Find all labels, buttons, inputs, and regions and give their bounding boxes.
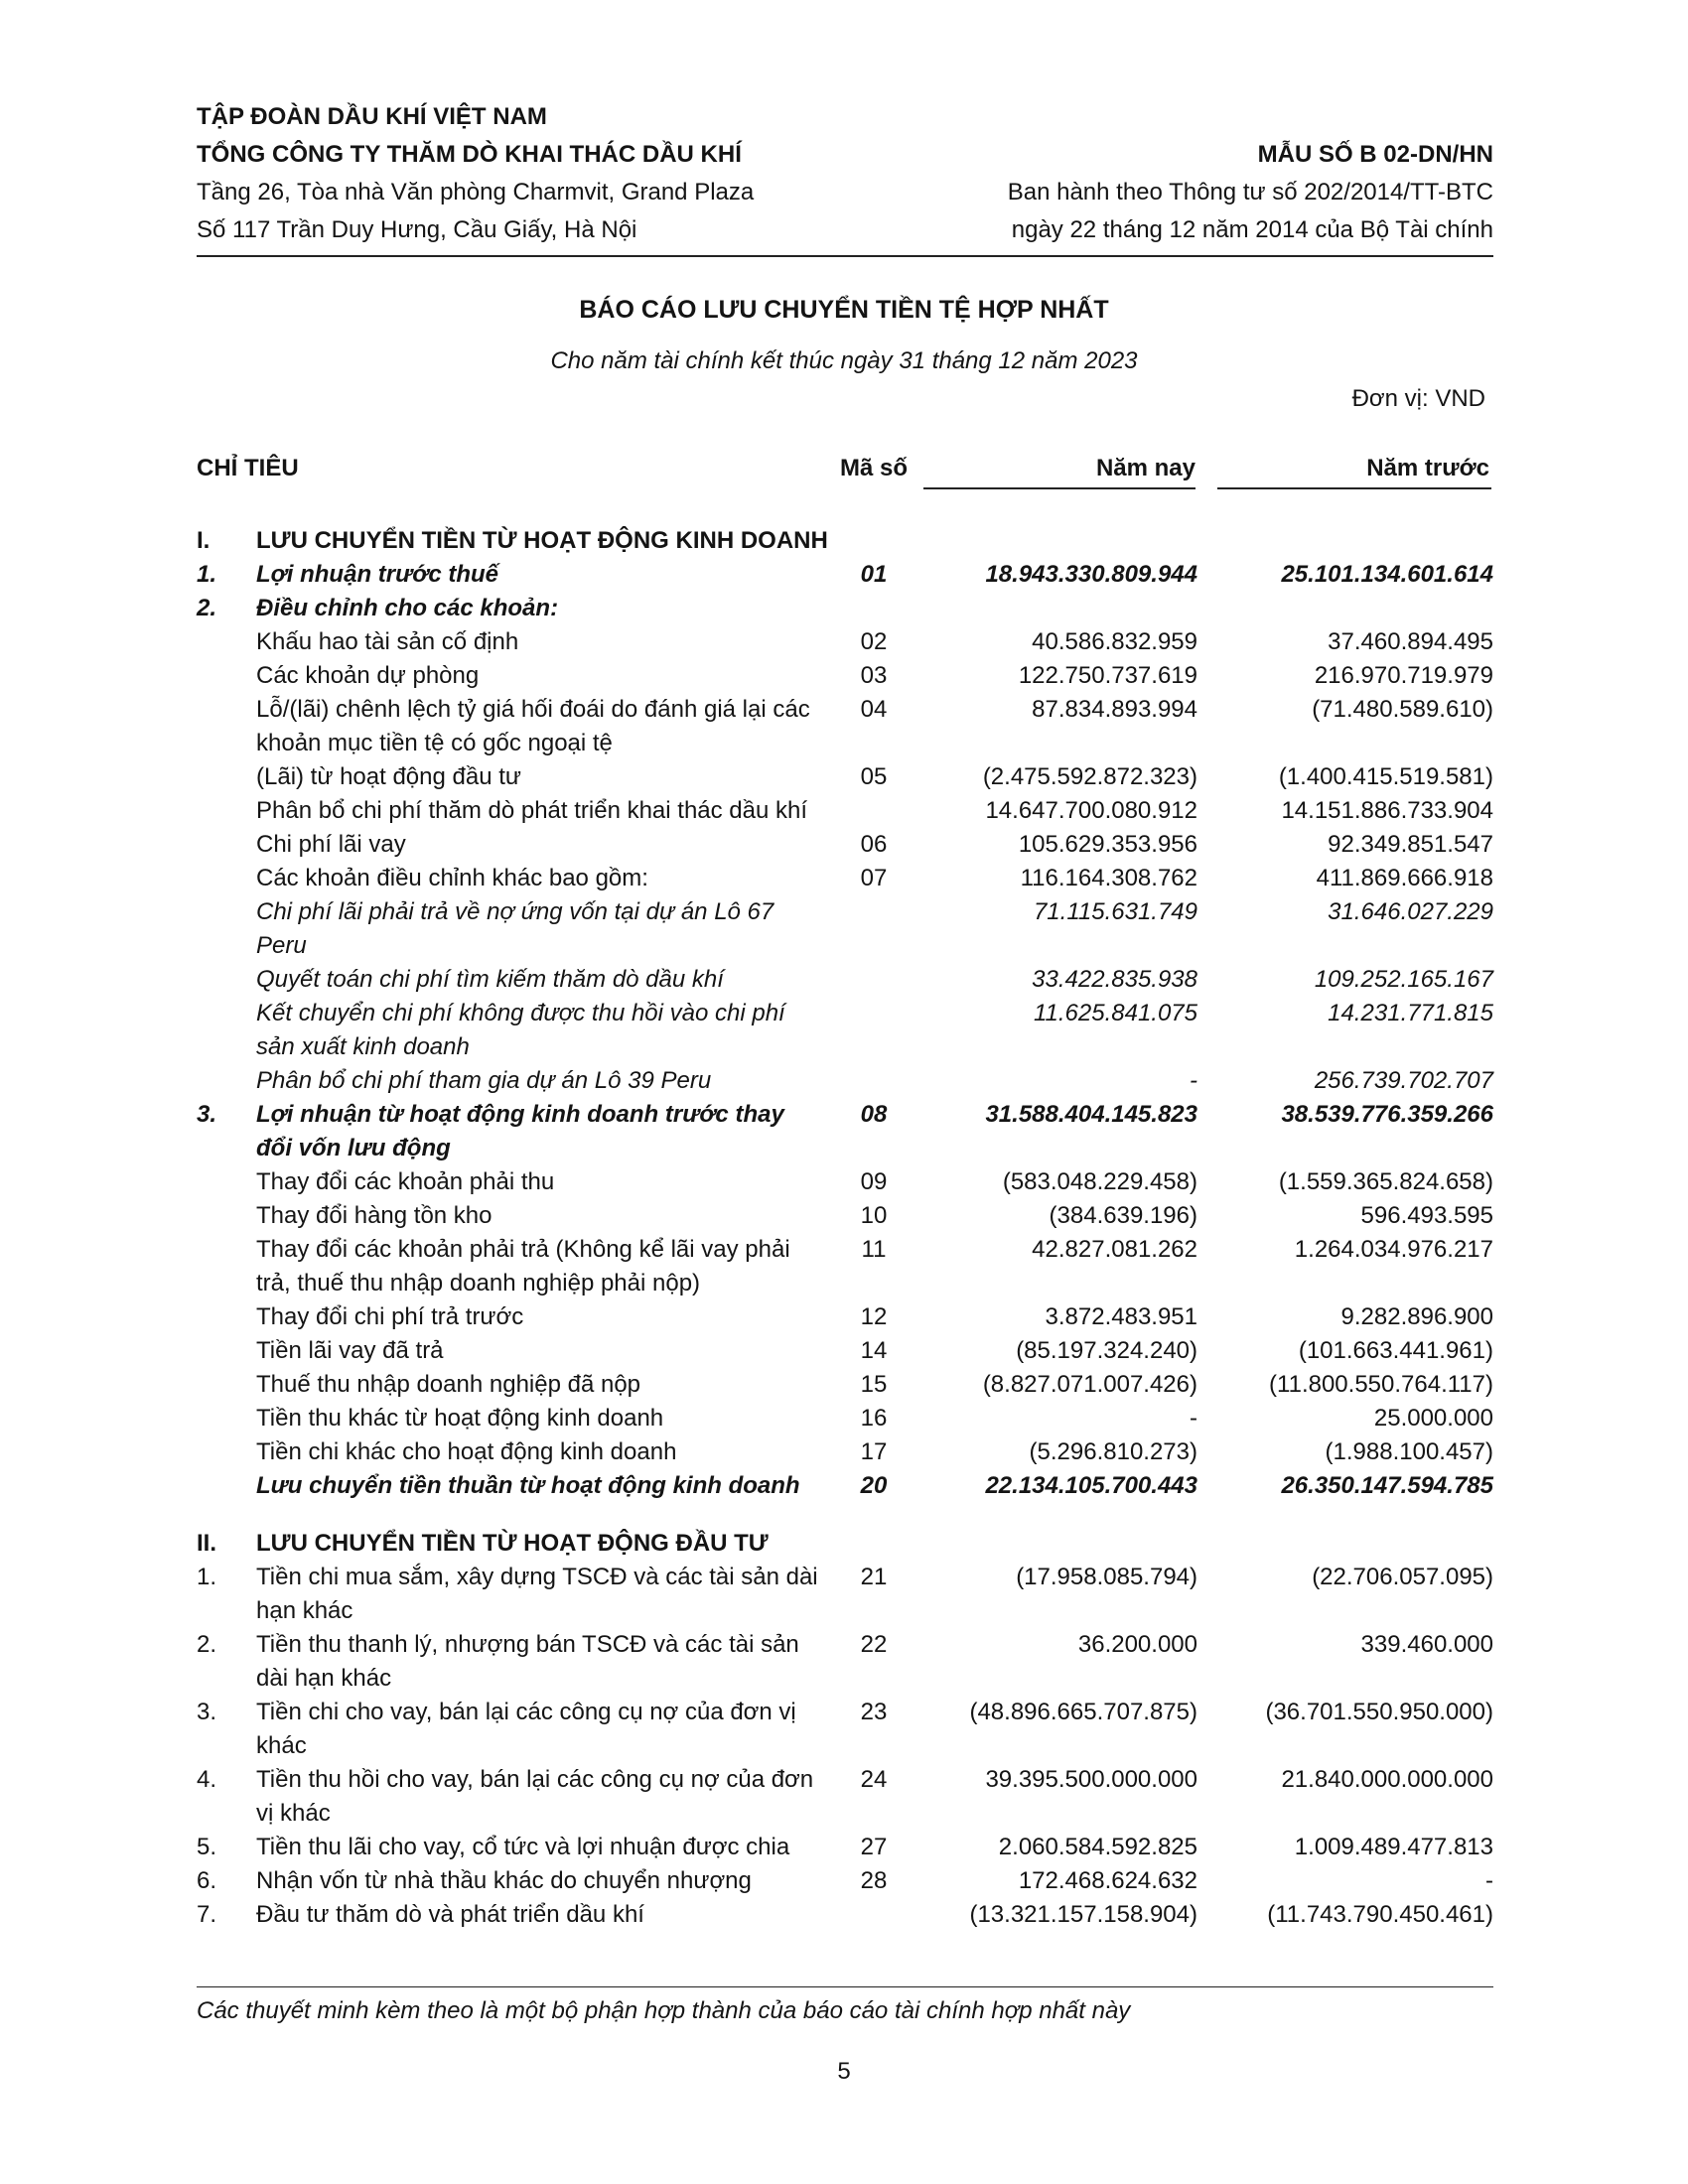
prior-year-value: 256.739.702.707 <box>1314 1067 1493 1094</box>
row-label: Tiền chi cho vay, bán lại các công cụ nợ của đơn vị khác <box>256 1699 796 1759</box>
row-label: Thuế thu nhập doanh nghiệp đã nộp <box>256 1371 641 1398</box>
row-code: 07 <box>860 865 888 891</box>
cash-flow-table <box>197 524 1493 1932</box>
table-row <box>197 659 1493 693</box>
row-code: 01 <box>860 561 888 588</box>
row-label: Lợi nhuận từ hoạt động kinh doanh trước thay đổi vốn lưu động <box>256 1101 784 1161</box>
prior-year-value <box>1197 1503 1493 1527</box>
current-year-value: 31.588.404.145.823 <box>985 1101 1197 1128</box>
row-number: II. <box>197 1530 217 1557</box>
table-row <box>197 1898 1493 1932</box>
spacer-row <box>197 1503 1493 1527</box>
row-number: 3. <box>197 1101 217 1128</box>
current-year-value: (13.321.157.158.904) <box>969 1901 1197 1928</box>
row-code: 20 <box>860 1472 888 1499</box>
prior-year-value: 14.231.771.815 <box>1328 1000 1493 1026</box>
row-number <box>197 794 256 828</box>
row-label: Thay đổi chi phí trả trước <box>256 1303 524 1330</box>
current-year-value: (583.048.229.458) <box>1002 1168 1197 1195</box>
row-number: 1. <box>197 1564 217 1590</box>
current-year-value: (2.475.592.872.323) <box>982 763 1197 790</box>
row-label: Các khoản điều chỉnh khác bao gồm: <box>256 865 648 891</box>
prior-year-value: 37.460.894.495 <box>1328 628 1493 655</box>
row-label: Chi phí lãi phải trả về nợ ứng vốn tại dự án Lô 67 Peru <box>256 898 774 959</box>
group-name: TẬP ĐOÀN DẦU KHÍ VIỆT NAM <box>197 103 547 130</box>
current-year-underline <box>923 487 1196 489</box>
footer-divider <box>197 1986 1493 1987</box>
current-year-value: 3.872.483.951 <box>1045 1303 1197 1330</box>
row-code <box>824 895 923 963</box>
table-row <box>197 828 1493 862</box>
table-row <box>197 1864 1493 1898</box>
current-year-value: 40.586.832.959 <box>1032 628 1197 655</box>
row-label: Tiền chi mua sắm, xây dựng TSCĐ và các tài sản dài hạn khác <box>256 1564 818 1624</box>
prior-year-value: 25.101.134.601.614 <box>1281 561 1493 588</box>
row-number <box>197 828 256 862</box>
row-code: 05 <box>860 763 888 790</box>
prior-year-value: (1.988.100.457) <box>1325 1438 1493 1465</box>
table-row <box>197 558 1493 592</box>
row-number <box>197 1435 256 1469</box>
row-label: Các khoản dự phòng <box>256 662 480 689</box>
prior-year-value: (11.743.790.450.461) <box>1267 1901 1493 1928</box>
report-title: BÁO CÁO LƯU CHUYỂN TIỀN TỆ HỢP NHẤT <box>579 296 1109 324</box>
table-row <box>197 1831 1493 1864</box>
prior-year-value <box>1197 524 1493 558</box>
row-code <box>824 997 923 1064</box>
current-year-value: 11.625.841.075 <box>1033 1000 1197 1026</box>
row-label: Thay đổi các khoản phải thu <box>256 1168 555 1195</box>
table-row <box>197 1098 1493 1165</box>
prior-year-value: 25.000.000 <box>1373 1405 1493 1432</box>
prior-year-value: - <box>1485 1867 1493 1894</box>
row-label: Khấu hao tài sản cố định <box>256 628 519 655</box>
row-label: Tiền thu hồi cho vay, bán lại các công cụ nợ của đơn vị khác <box>256 1766 814 1827</box>
row-code <box>824 963 923 997</box>
prior-year-value: 411.869.666.918 <box>1316 865 1493 891</box>
prior-year-value: (101.663.441.961) <box>1298 1337 1493 1364</box>
row-number <box>197 659 256 693</box>
table-row <box>197 1064 1493 1098</box>
row-code: 24 <box>860 1766 888 1793</box>
table-row <box>197 1199 1493 1233</box>
table-row <box>197 862 1493 895</box>
prior-year-value: 21.840.000.000.000 <box>1281 1766 1493 1793</box>
form-number: MẪU SỐ B 02-DN/HN <box>1257 141 1493 168</box>
prior-year-value: 38.539.776.359.266 <box>1281 1101 1493 1128</box>
table-row <box>197 1368 1493 1402</box>
row-number <box>197 1368 256 1402</box>
row-code: 06 <box>860 831 888 858</box>
row-label: Điều chỉnh cho các khoản: <box>256 595 559 621</box>
row-code: 09 <box>860 1168 888 1195</box>
row-label: Lỗ/(lãi) chênh lệch tỷ giá hối đoái do đánh giá lại các khoản mục tiền tệ có gốc ngoại tệ <box>256 696 810 756</box>
table-row <box>197 963 1493 997</box>
row-number <box>197 895 256 963</box>
row-label: Lưu chuyển tiền thuần từ hoạt động kinh doanh <box>256 1472 800 1499</box>
row-code: 15 <box>860 1371 888 1398</box>
row-label: Kết chuyển chi phí không được thu hồi vào chi phí sản xuất kinh doanh <box>256 1000 785 1060</box>
current-year-value: 42.827.081.262 <box>1032 1236 1197 1263</box>
row-code: 02 <box>860 628 888 655</box>
row-number: 2. <box>197 595 217 621</box>
row-number <box>197 963 256 997</box>
table-row <box>197 1435 1493 1469</box>
row-label <box>256 1503 824 1527</box>
prior-year-value: 339.460.000 <box>1360 1631 1493 1658</box>
prior-year-value: 92.349.851.547 <box>1328 831 1493 858</box>
prior-year-value: (1.400.415.519.581) <box>1278 763 1493 790</box>
row-code: 14 <box>860 1337 888 1364</box>
row-code: 10 <box>860 1202 888 1229</box>
prior-year-underline <box>1217 487 1491 489</box>
table-row <box>197 1334 1493 1368</box>
section-header-row <box>197 524 1493 558</box>
column-header-code: Mã số <box>839 455 908 481</box>
current-year-value: 2.060.584.592.825 <box>998 1834 1197 1860</box>
row-code: 03 <box>860 662 888 689</box>
row-number: 7. <box>197 1901 217 1928</box>
row-label: Thay đổi các khoản phải trả (Không kể lãi vay phải trả, thuế thu nhập doanh nghiệp phải nộp) <box>256 1236 790 1297</box>
company-name: TỔNG CÔNG TY THĂM DÒ KHAI THÁC DẦU KHÍ <box>197 141 742 168</box>
row-label: LƯU CHUYỂN TIỀN TỪ HOẠT ĐỘNG KINH DOANH <box>256 527 828 554</box>
prior-year-value: (36.701.550.950.000) <box>1265 1699 1493 1725</box>
row-label: Tiền chi khác cho hoạt động kinh doanh <box>256 1438 677 1465</box>
current-year-value <box>923 1527 1197 1561</box>
table-row <box>197 693 1493 760</box>
table-row <box>197 794 1493 828</box>
prior-year-value: 1.264.034.976.217 <box>1294 1236 1493 1263</box>
row-code: 23 <box>860 1699 888 1725</box>
prior-year-value: (11.800.550.764.117) <box>1269 1371 1493 1398</box>
table-row <box>197 1469 1493 1503</box>
current-year-value: 116.164.308.762 <box>1020 865 1197 891</box>
current-year-value <box>923 1503 1197 1527</box>
row-code: 11 <box>861 1236 887 1263</box>
current-year-value: 87.834.893.994 <box>1032 696 1197 723</box>
page-number: 5 <box>837 2058 851 2085</box>
report-subtitle: Cho năm tài chính kết thúc ngày 31 tháng 12 năm 2023 <box>550 347 1138 374</box>
row-code <box>824 524 923 558</box>
row-code: 28 <box>860 1867 888 1894</box>
prior-year-value: 26.350.147.594.785 <box>1281 1472 1493 1499</box>
row-code: 12 <box>860 1303 888 1330</box>
prior-year-value: 9.282.896.900 <box>1340 1303 1493 1330</box>
prior-year-value: 596.493.595 <box>1360 1202 1493 1229</box>
column-header-current-year: Năm nay <box>1095 455 1196 481</box>
table-row <box>197 1628 1493 1696</box>
current-year-value: 36.200.000 <box>1077 1631 1197 1658</box>
prior-year-value: 14.151.886.733.904 <box>1281 797 1493 824</box>
row-number <box>197 1199 256 1233</box>
prior-year-value: 1.009.489.477.813 <box>1294 1834 1493 1860</box>
footer-note: Các thuyết minh kèm theo là một bộ phận hợp thành của báo cáo tài chính hợp nhất này <box>197 1997 1131 2024</box>
row-number <box>197 760 256 794</box>
row-code: 04 <box>860 696 888 723</box>
current-year-value: (85.197.324.240) <box>1016 1337 1197 1364</box>
current-year-value: 105.629.353.956 <box>1018 831 1197 858</box>
form-issue-line-2: ngày 22 tháng 12 năm 2014 của Bộ Tài chính <box>1011 216 1493 243</box>
row-number <box>197 862 256 895</box>
current-year-value: (384.639.196) <box>1049 1202 1197 1229</box>
table-row <box>197 1233 1493 1300</box>
row-code <box>824 1527 923 1561</box>
current-year-value: 22.134.105.700.443 <box>985 1472 1197 1499</box>
row-number: 3. <box>197 1699 217 1725</box>
column-header-prior-year: Năm trước <box>1366 455 1489 481</box>
row-label: Nhận vốn từ nhà thầu khác do chuyển nhượng <box>256 1867 752 1894</box>
row-number: 1. <box>197 561 217 588</box>
row-code <box>824 794 923 828</box>
row-number <box>197 693 256 760</box>
current-year-value <box>923 524 1197 558</box>
company-address-line-2: Số 117 Trần Duy Hưng, Cầu Giấy, Hà Nội <box>197 216 637 243</box>
row-code: 17 <box>860 1438 888 1465</box>
row-number <box>197 1334 256 1368</box>
row-number <box>197 1064 256 1098</box>
current-year-value: (48.896.665.707.875) <box>969 1699 1197 1725</box>
cash-flow-rows <box>197 524 1493 1932</box>
table-row <box>197 760 1493 794</box>
current-year-value: 172.468.624.632 <box>1018 1867 1197 1894</box>
prior-year-value: 109.252.165.167 <box>1314 966 1493 993</box>
row-label: Phân bổ chi phí tham gia dự án Lô 39 Peru <box>256 1067 712 1094</box>
row-label: Tiền lãi vay đã trả <box>256 1337 444 1364</box>
row-label: LƯU CHUYỂN TIỀN TỪ HOẠT ĐỘNG ĐẦU TƯ <box>256 1530 769 1557</box>
current-year-value: - <box>1190 1067 1197 1094</box>
row-label: Tiền thu lãi cho vay, cổ tức và lợi nhuận được chia <box>256 1834 790 1860</box>
row-label: Thay đổi hàng tồn kho <box>256 1202 492 1229</box>
table-row <box>197 592 1493 625</box>
table-row <box>197 1402 1493 1435</box>
row-code: 16 <box>860 1405 888 1432</box>
table-row <box>197 997 1493 1064</box>
row-label: Đầu tư thăm dò và phát triển dầu khí <box>256 1901 644 1928</box>
row-number: 2. <box>197 1631 217 1658</box>
row-label: Tiền thu khác từ hoạt động kinh doanh <box>256 1405 664 1432</box>
current-year-value: (8.827.071.007.426) <box>982 1371 1197 1398</box>
row-code <box>824 1064 923 1098</box>
current-year-value: 18.943.330.809.944 <box>985 561 1197 588</box>
prior-year-value: (1.559.365.824.658) <box>1278 1168 1493 1195</box>
prior-year-value: 216.970.719.979 <box>1314 662 1493 689</box>
header-divider <box>197 255 1493 257</box>
row-label: Chi phí lãi vay <box>256 831 406 858</box>
current-year-value: 71.115.631.749 <box>1033 898 1197 925</box>
company-address-line-1: Tầng 26, Tòa nhà Văn phòng Charmvit, Grand Plaza <box>197 179 755 205</box>
row-number <box>197 1469 256 1503</box>
row-number: 4. <box>197 1766 217 1793</box>
table-row <box>197 1300 1493 1334</box>
currency-unit: Đơn vị: VND <box>1351 385 1485 412</box>
row-code: 21 <box>860 1564 888 1590</box>
row-label: Quyết toán chi phí tìm kiếm thăm dò dầu khí <box>256 966 724 993</box>
row-number <box>197 997 256 1064</box>
row-number <box>197 1233 256 1300</box>
table-row <box>197 895 1493 963</box>
prior-year-value <box>1197 592 1493 625</box>
row-label: Tiền thu thanh lý, nhượng bán TSCĐ và các tài sản dài hạn khác <box>256 1631 799 1692</box>
current-year-value: 39.395.500.000.000 <box>985 1766 1197 1793</box>
current-year-value: 122.750.737.619 <box>1018 662 1197 689</box>
prior-year-value: 31.646.027.229 <box>1328 898 1493 925</box>
row-label: Lợi nhuận trước thuế <box>256 561 499 588</box>
row-label: Phân bổ chi phí thăm dò phát triển khai thác dầu khí <box>256 797 808 824</box>
section-header-row <box>197 1527 1493 1561</box>
row-code <box>824 1503 923 1527</box>
current-year-value <box>923 592 1197 625</box>
row-code <box>824 592 923 625</box>
current-year-value: (5.296.810.273) <box>1029 1438 1197 1465</box>
row-number <box>197 1503 256 1527</box>
row-number <box>197 1165 256 1199</box>
table-row <box>197 1696 1493 1763</box>
row-number: I. <box>197 527 211 554</box>
row-number <box>197 625 256 659</box>
row-number: 5. <box>197 1834 217 1860</box>
prior-year-value: (22.706.057.095) <box>1312 1564 1493 1590</box>
table-row <box>197 1165 1493 1199</box>
row-code: 27 <box>860 1834 888 1860</box>
current-year-value: (17.958.085.794) <box>1016 1564 1197 1590</box>
table-row <box>197 1561 1493 1628</box>
current-year-value: - <box>1190 1405 1197 1432</box>
row-number: 6. <box>197 1867 217 1894</box>
prior-year-value <box>1197 1527 1493 1561</box>
row-number <box>197 1402 256 1435</box>
current-year-value: 33.422.835.938 <box>1032 966 1197 993</box>
table-row <box>197 1763 1493 1831</box>
row-label: (Lãi) từ hoạt động đầu tư <box>256 763 521 790</box>
column-header-item: CHỈ TIÊU <box>197 455 299 481</box>
row-code <box>824 1898 923 1932</box>
row-number <box>197 1300 256 1334</box>
prior-year-value: (71.480.589.610) <box>1312 696 1493 723</box>
table-row <box>197 625 1493 659</box>
current-year-value: 14.647.700.080.912 <box>985 797 1197 824</box>
row-code: 22 <box>860 1631 888 1658</box>
form-issue-line-1: Ban hành theo Thông tư số 202/2014/TT-BTC <box>1007 179 1493 205</box>
row-code: 08 <box>860 1101 888 1128</box>
